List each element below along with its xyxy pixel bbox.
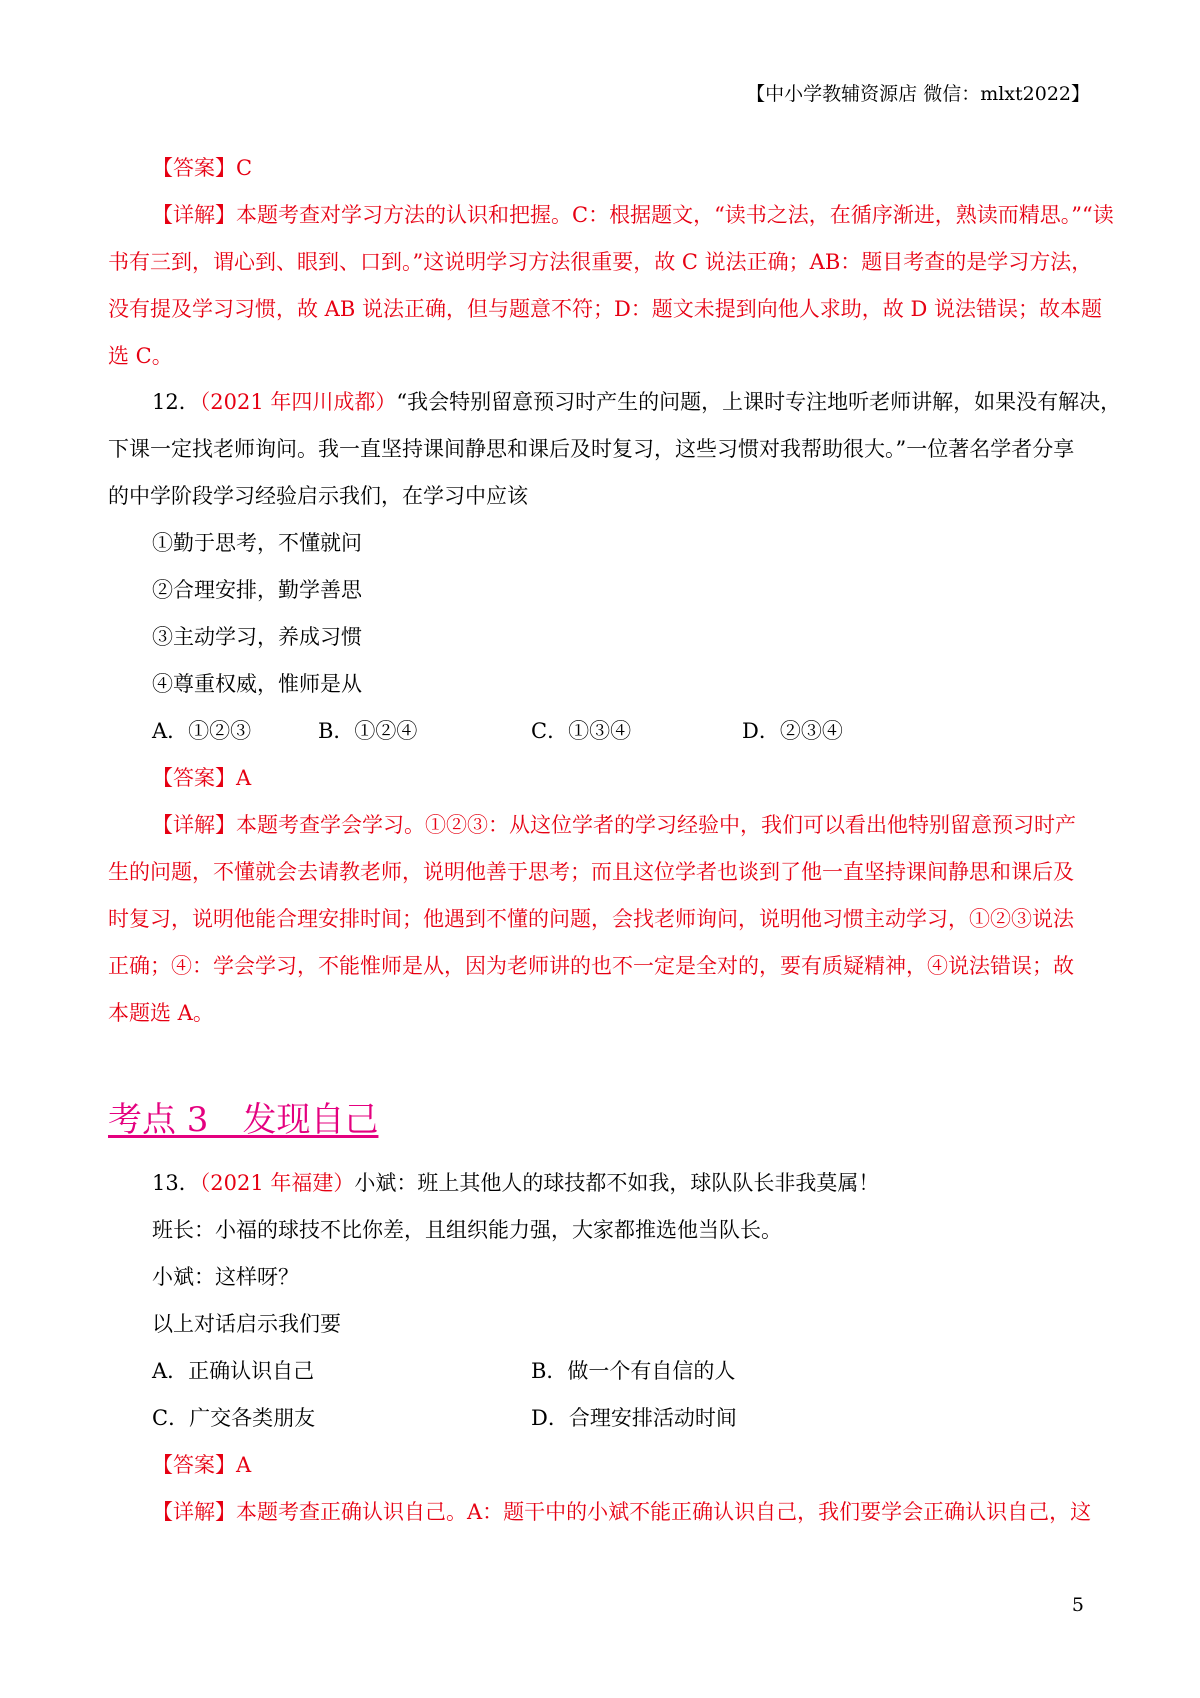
- statement-item: ②合理安排，勤学善思: [152, 578, 362, 602]
- detail-line: [108, 802, 1100, 849]
- question-stem-line: [108, 379, 1122, 426]
- detail-tag: 【详解】: [152, 203, 236, 227]
- option-c: C．①③④: [531, 719, 632, 743]
- answer-value: A: [236, 1453, 252, 1477]
- answer-tag: 【答案】: [152, 1453, 236, 1477]
- question-prompt: 以上对话启示我们要: [152, 1312, 341, 1336]
- answer-tag: 【答案】: [152, 766, 236, 790]
- dialogue-line: 小斌：这样呀？: [152, 1265, 299, 1289]
- question-13: [108, 1160, 1100, 1536]
- option-a: A．①②③: [152, 719, 252, 743]
- detail-line: 本题选 A。: [108, 1001, 214, 1025]
- detail-tag: 【详解】: [152, 813, 236, 837]
- answer-line: [108, 1442, 1100, 1489]
- option-d: D．②③④: [742, 719, 843, 743]
- detail-line: 选 C。: [108, 344, 173, 368]
- detail-line: 正确；④：学会学习，不能惟师是从，因为老师讲的也不一定是全对的，要有质疑精神，④说法错误；故: [108, 954, 1074, 978]
- detail-line: 没有提及学习习惯，故 AB 说法正确，但与题意不符；D：题文未提到向他人求助，故 D 说法错误；故本题: [108, 297, 1102, 321]
- option-row: [108, 708, 1100, 755]
- answer-line: [108, 145, 1100, 192]
- page-header: 【中小学教辅资源店 微信：mlxt2022】: [746, 83, 1090, 105]
- section-title: 考点 3 发现自己: [108, 1100, 379, 1140]
- question-source: （2021 年福建）: [199, 1171, 355, 1195]
- option-b: B．做一个有自信的人: [531, 1359, 736, 1383]
- question-stem-line: 下课一定找老师询问。我一直坚持课间静思和课后及时复习，这些习惯对我帮助很大。”一位著名学者分享: [108, 437, 1075, 461]
- detail-text: 本题考查正确认识自己。A：题干中的小斌不能正确认识自己，我们要学会正确认识自己，这: [236, 1500, 1092, 1524]
- detail-line: [108, 192, 1114, 239]
- statement-item: ④尊重权威，惟师是从: [152, 672, 362, 696]
- detail-line: 生的问题，不懂就会去请教老师，说明他善于思考；而且这位学者也谈到了他一直坚持课间静思和课后及: [108, 860, 1074, 884]
- statement-item: ③主动学习，养成习惯: [152, 625, 362, 649]
- question-stem-line: [108, 1160, 1100, 1207]
- detail-text: 本题考查对学习方法的认识和把握。C：根据题文，“读书之法，在循序渐进，熟读而精思。”“读: [236, 203, 1114, 227]
- detail-line: 时复习，说明他能合理安排时间；他遇到不懂的问题，会找老师询问，说明他习惯主动学习，①②③说法: [108, 907, 1074, 931]
- page-number: 5: [1071, 1594, 1084, 1616]
- answer-line: [108, 755, 1100, 802]
- answer-value: A: [236, 766, 252, 790]
- option-c: C．广交各类朋友: [152, 1406, 316, 1430]
- dialogue-line: 班长：小福的球技不比你差，且组织能力强，大家都推选他当队长。: [152, 1218, 782, 1242]
- option-row: [108, 1348, 1100, 1395]
- detail-line: 书有三到，谓心到、眼到、口到。”这说明学习方法很重要，故 C 说法正确；AB：题目考查的是学习方法，: [108, 250, 1093, 274]
- answer-value: C: [236, 156, 253, 180]
- detail-tag: 【详解】: [152, 1500, 236, 1524]
- option-d: D．合理安排活动时间: [531, 1406, 737, 1430]
- answer-tag: 【答案】: [152, 156, 236, 180]
- option-a: A．正确认识自己: [152, 1359, 315, 1383]
- option-b: B．①②④: [318, 719, 418, 743]
- question-stem-line: 的中学阶段学习经验启示我们，在学习中应该: [108, 484, 528, 508]
- option-row: [108, 1395, 1100, 1442]
- question-number: 12．: [152, 390, 200, 414]
- question-number: 13．: [152, 1171, 200, 1195]
- question-12: [108, 379, 1122, 1037]
- question-source: （2021 年四川成都）: [199, 390, 397, 414]
- question-stem-text: 小斌：班上其他人的球技都不如我，球队队长非我莫属！: [354, 1171, 880, 1195]
- detail-text: 本题考查学会学习。①②③：从这位学者的学习经验中，我们可以看出他特别留意预习时产: [236, 813, 1076, 837]
- statement-item: ①勤于思考，不懂就问: [152, 531, 362, 555]
- detail-line: [108, 1489, 1100, 1536]
- question-stem-text: “我会特别留意预习时产生的问题，上课时专注地听老师讲解，如果没有解决，: [396, 390, 1122, 414]
- question-11-solution: [108, 145, 1114, 380]
